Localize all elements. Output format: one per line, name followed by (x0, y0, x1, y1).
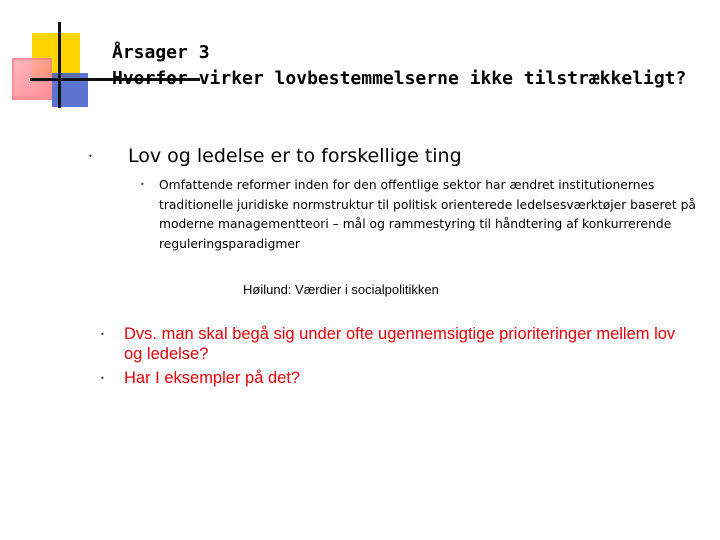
slide-title (112, 40, 686, 92)
bullet-marker: • (100, 374, 105, 383)
bullet-marker: • (140, 180, 145, 189)
source-citation: Høilund: Værdier i socialpolitikken (243, 282, 439, 297)
decor-vertical-line (58, 22, 61, 108)
bullet-marker: • (88, 152, 93, 161)
title-line-1: Årsager 3 (112, 42, 210, 63)
main-point: Lov og ledelse er to forskellige ting (128, 145, 462, 167)
question-item: Har I eksempler på det? (124, 369, 301, 387)
bullet-marker: • (100, 330, 105, 339)
question-item: Dvs. man skal begå sig under ofte ugennemsigtige prioriteringer mellem lov og ledelse? (124, 325, 676, 363)
sub-point: Omfattende reformer inden for den offentlige sektor har ændret institutionernes traditionelle juridiske normstruktur til politisk orienterede ledelsesværktøjer baseret på moderne managementteori – mål og rammestyring til håndtering af konkurrerende reguleringsparadigmer (159, 178, 696, 251)
title-line-2: Hvorfor virker lovbestemmelserne ikke tilstrækkeligt? (112, 68, 687, 89)
